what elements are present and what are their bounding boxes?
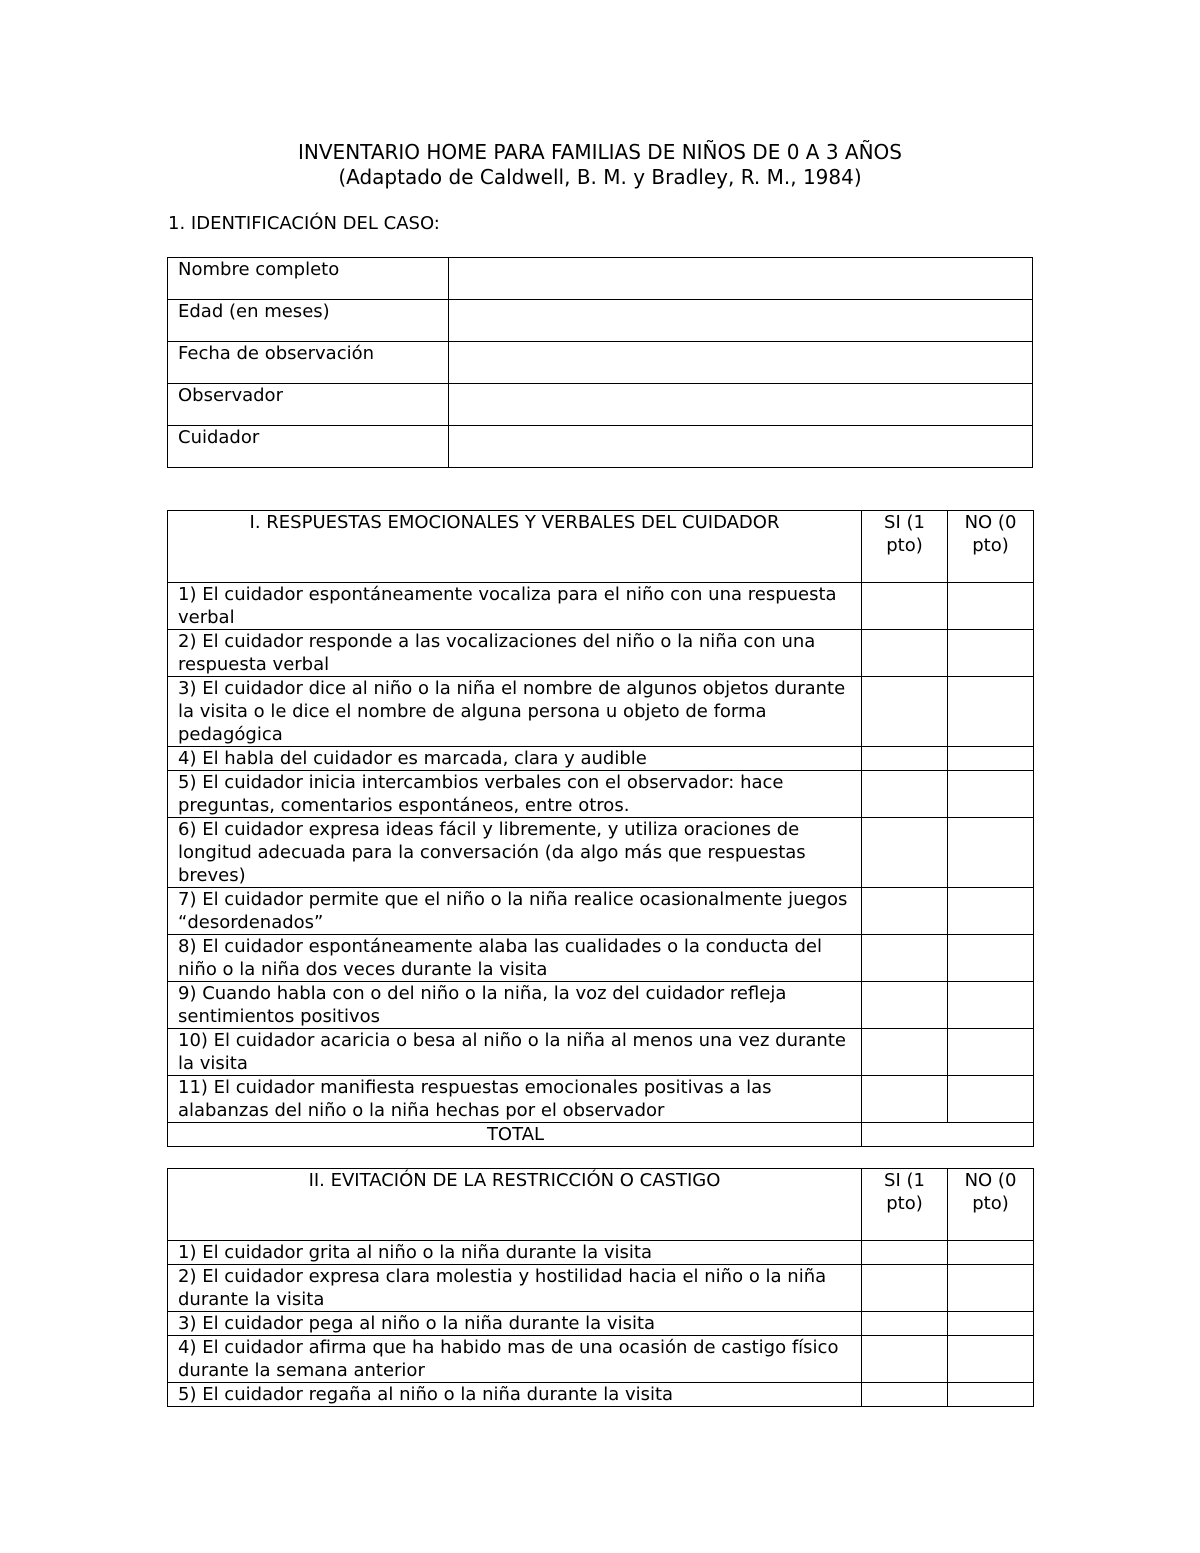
no-checkbox-cell[interactable] <box>948 1076 1034 1123</box>
field-value-nombre[interactable] <box>449 258 1033 300</box>
no-checkbox-cell[interactable] <box>948 1336 1034 1383</box>
item-text: 5) El cuidador regaña al niño o la niña durante la visita <box>168 1383 862 1407</box>
item-text: 8) El cuidador espontáneamente alaba las cualidades o la conducta del niño o la niña dos veces durante la visita <box>168 935 862 982</box>
si-checkbox-cell[interactable] <box>862 677 948 747</box>
item-text: 3) El cuidador dice al niño o la niña el nombre de algunos objetos durante la visita o le dice el nombre de alguna persona u objeto de forma pedagógica <box>168 677 862 747</box>
si-checkbox-cell[interactable] <box>862 1336 948 1383</box>
field-label-edad: Edad (en meses) <box>168 300 449 342</box>
item-text: 2) El cuidador responde a las vocalizaciones del niño o la niña con una respuesta verbal <box>168 630 862 677</box>
si-checkbox-cell[interactable] <box>862 818 948 888</box>
si-column-header: SI (1 pto) <box>862 511 948 583</box>
si-checkbox-cell[interactable] <box>862 583 948 630</box>
si-checkbox-cell[interactable] <box>862 771 948 818</box>
item-text: 4) El habla del cuidador es marcada, clara y audible <box>168 747 862 771</box>
identification-table <box>167 257 1033 468</box>
table-row <box>168 583 1034 630</box>
section2-heading: II. EVITACIÓN DE LA RESTRICCIÓN O CASTIGO <box>168 1169 862 1241</box>
no-checkbox-cell[interactable] <box>948 771 1034 818</box>
no-column-header: NO (0 pto) <box>948 1169 1034 1241</box>
document-subtitle: (Adaptado de Caldwell, B. M. y Bradley, R. M., 1984) <box>338 165 862 189</box>
table-row <box>168 1241 1034 1265</box>
section2-table <box>167 1168 1034 1407</box>
si-checkbox-cell[interactable] <box>862 982 948 1029</box>
identification-row <box>168 258 1033 300</box>
table-row <box>168 771 1034 818</box>
field-label-observador: Observador <box>168 384 449 426</box>
item-text: 7) El cuidador permite que el niño o la niña realice ocasionalmente juegos “desordenados” <box>168 888 862 935</box>
field-label-fecha: Fecha de observación <box>168 342 449 384</box>
item-text: 4) El cuidador afirma que ha habido mas de una ocasión de castigo físico durante la semana anterior <box>168 1336 862 1383</box>
no-checkbox-cell[interactable] <box>948 935 1034 982</box>
item-text: 1) El cuidador grita al niño o la niña durante la visita <box>168 1241 862 1265</box>
identification-heading: 1. IDENTIFICACIÓN DEL CASO: <box>168 213 440 234</box>
no-checkbox-cell[interactable] <box>948 982 1034 1029</box>
si-checkbox-cell[interactable] <box>862 747 948 771</box>
table-row <box>168 1029 1034 1076</box>
table-row <box>168 1265 1034 1312</box>
field-value-edad[interactable] <box>449 300 1033 342</box>
no-checkbox-cell[interactable] <box>948 747 1034 771</box>
no-checkbox-cell[interactable] <box>948 1241 1034 1265</box>
no-column-header: NO (0 pto) <box>948 511 1034 583</box>
total-label: TOTAL <box>168 1123 862 1147</box>
item-text: 5) El cuidador inicia intercambios verbales con el observador: hace preguntas, comentarios espontáneos, entre otros. <box>168 771 862 818</box>
table-row <box>168 1312 1034 1336</box>
si-checkbox-cell[interactable] <box>862 888 948 935</box>
table-row <box>168 1383 1034 1407</box>
table-row <box>168 888 1034 935</box>
table-row <box>168 935 1034 982</box>
document-title: INVENTARIO HOME PARA FAMILIAS DE NIÑOS DE 0 A 3 AÑOS <box>298 140 902 164</box>
field-value-cuidador[interactable] <box>449 426 1033 468</box>
item-text: 2) El cuidador expresa clara molestia y hostilidad hacia el niño o la niña durante la visita <box>168 1265 862 1312</box>
si-checkbox-cell[interactable] <box>862 935 948 982</box>
table-row <box>168 982 1034 1029</box>
si-checkbox-cell[interactable] <box>862 1076 948 1123</box>
item-text: 1) El cuidador espontáneamente vocaliza para el niño con una respuesta verbal <box>168 583 862 630</box>
no-checkbox-cell[interactable] <box>948 630 1034 677</box>
section1-heading: I. RESPUESTAS EMOCIONALES Y VERBALES DEL CUIDADOR <box>168 511 862 583</box>
si-checkbox-cell[interactable] <box>862 1312 948 1336</box>
item-text: 3) El cuidador pega al niño o la niña durante la visita <box>168 1312 862 1336</box>
field-value-observador[interactable] <box>449 384 1033 426</box>
no-checkbox-cell[interactable] <box>948 1312 1034 1336</box>
no-checkbox-cell[interactable] <box>948 818 1034 888</box>
total-value-cell[interactable] <box>862 1123 1034 1147</box>
si-checkbox-cell[interactable] <box>862 1383 948 1407</box>
si-checkbox-cell[interactable] <box>862 1241 948 1265</box>
table-row <box>168 630 1034 677</box>
no-checkbox-cell[interactable] <box>948 677 1034 747</box>
no-checkbox-cell[interactable] <box>948 1029 1034 1076</box>
identification-row <box>168 342 1033 384</box>
table-row <box>168 677 1034 747</box>
field-label-cuidador: Cuidador <box>168 426 449 468</box>
si-checkbox-cell[interactable] <box>862 1265 948 1312</box>
table-row <box>168 1076 1034 1123</box>
item-text: 11) El cuidador manifiesta respuestas emocionales positivas a las alabanzas del niño o la niña hechas por el observador <box>168 1076 862 1123</box>
item-text: 10) El cuidador acaricia o besa al niño o la niña al menos una vez durante la visita <box>168 1029 862 1076</box>
item-text: 9) Cuando habla con o del niño o la niña, la voz del cuidador refleja sentimientos positivos <box>168 982 862 1029</box>
field-value-fecha[interactable] <box>449 342 1033 384</box>
no-checkbox-cell[interactable] <box>948 583 1034 630</box>
table-row <box>168 1336 1034 1383</box>
identification-row <box>168 384 1033 426</box>
si-checkbox-cell[interactable] <box>862 630 948 677</box>
total-row <box>168 1123 1034 1147</box>
item-text: 6) El cuidador expresa ideas fácil y libremente, y utiliza oraciones de longitud adecuada para la conversación (da algo más que respuestas breves) <box>168 818 862 888</box>
si-column-header: SI (1 pto) <box>862 1169 948 1241</box>
no-checkbox-cell[interactable] <box>948 1265 1034 1312</box>
no-checkbox-cell[interactable] <box>948 1383 1034 1407</box>
no-checkbox-cell[interactable] <box>948 888 1034 935</box>
table-row <box>168 818 1034 888</box>
table-row <box>168 747 1034 771</box>
identification-row <box>168 300 1033 342</box>
section1-table <box>167 510 1034 1147</box>
identification-row <box>168 426 1033 468</box>
si-checkbox-cell[interactable] <box>862 1029 948 1076</box>
field-label-nombre: Nombre completo <box>168 258 449 300</box>
